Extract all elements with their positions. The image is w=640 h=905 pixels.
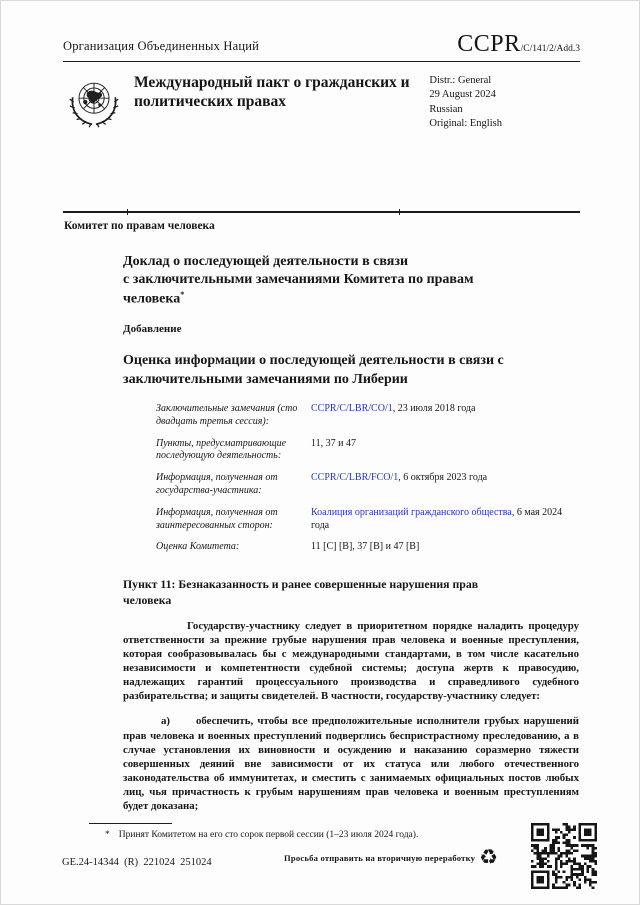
info-row-followup-paragraphs — [156, 438, 579, 464]
qr-code — [531, 823, 597, 889]
info-value-text: 11, 37 и 47 — [311, 437, 356, 449]
info-table — [156, 403, 579, 554]
document-symbol — [457, 31, 580, 58]
title-footnote-marker: * — [180, 289, 185, 299]
footnote-marker: * — [105, 830, 110, 840]
distribution-block — [429, 70, 579, 135]
footnote-area — [89, 823, 549, 840]
assessment-title: Оценка информации о последующей деятельности в связи с заключительными замечаниями по Либерии — [123, 353, 504, 387]
info-value — [311, 541, 573, 554]
info-value — [311, 403, 573, 429]
info-row-committee-evaluation — [156, 541, 579, 554]
un-emblem-icon — [63, 73, 125, 135]
document-header — [63, 31, 580, 62]
addendum-label: Добавление — [123, 323, 182, 336]
footnote-separator — [89, 823, 172, 824]
report-title-text: Доклад о последующей деятельности в связи с заключительными замечаниями Комитета по правам человека — [123, 254, 474, 307]
info-value-text: , 6 мая 2024 года — [311, 506, 563, 531]
item-11-heading: Пункт 11: Безнаказанность и ранее совершенные нарушения прав человека — [123, 577, 479, 607]
paragraph-text: Государству-участнику следует в приоритетном порядке наладить процедуру ответственности за прежние грубые нарушения прав человека и военные преступления, которая сообразовывалась бы с международными стандартами, в том числе касательно независимости и компетентности судебной системы; доступа жертв к правосудию, надлежащих гарантий процессуального производства и справедливого судебного разбирательства; и защиты свидетелей. В частности, государству-участнику следует: — [123, 620, 579, 703]
document-link[interactable]: Коалиция организаций гражданского общества — [311, 506, 512, 518]
document-symbol-main: CCPR — [457, 31, 521, 57]
info-value-text: , 6 октября 2023 года — [398, 472, 488, 484]
covenant-title: Международный пакт о гражданских и политических правах — [134, 74, 410, 111]
info-label: Информация, полученная от государства-участника: — [156, 472, 278, 496]
document-symbol-suffix: /C/141/2/Add.3 — [520, 44, 580, 54]
info-value-text: 11 [C] [B], 37 [B] и 47 [B] — [311, 541, 420, 553]
document-body — [123, 253, 579, 813]
info-label: Пункты, предусматривающие последующую деятельность: — [156, 437, 287, 462]
recommendation-subparagraph-a — [123, 714, 579, 812]
distr-language: Russian — [429, 103, 463, 115]
recycle-text: Просьба отправить на вторичную переработку — [284, 852, 476, 863]
info-label: Оценка Комитета: — [156, 541, 240, 553]
masthead-rule — [63, 211, 580, 213]
info-value — [311, 472, 573, 498]
info-label: Информация, полученная от заинтересованных сторон: — [156, 506, 278, 531]
info-row-stakeholders-info — [156, 507, 579, 533]
info-value-text: , 23 июля 2018 года — [392, 403, 476, 414]
committee-name: Комитет по правам человека — [64, 220, 215, 232]
info-row-concluding-observations — [156, 403, 579, 429]
qr-code-pattern — [531, 823, 597, 889]
distr-date: 29 August 2024 — [429, 89, 496, 101]
paragraph-text: обеспечить, чтобы все предположительные исполнители грубых нарушений прав человека и военных преступлений подверглись беспристрастному преследованию, а в случае установления их виновности и осуждению и наказанию соразмерно тяжести совершенных деяний вне зависимости от их статуса или любого отечественного законодательства об иммунитетах, и сместить с занимаемых официальных постов любых лиц, чья причастность к грубым нарушениям прав человека и военным преступлениям будет доказана; — [123, 715, 579, 812]
info-value — [311, 438, 573, 464]
distr-line: Distr.: General — [429, 75, 492, 86]
recycle-icon: ♻ — [479, 845, 498, 869]
info-row-state-party-reply — [156, 472, 579, 498]
recommendation-paragraph — [123, 619, 579, 703]
masthead — [63, 70, 579, 135]
info-value — [311, 507, 573, 533]
report-title — [123, 253, 523, 309]
document-link[interactable]: CCPR/C/LBR/CO/1 — [311, 403, 393, 414]
distr-original: Original: English — [429, 118, 502, 130]
document-link[interactable]: CCPR/C/LBR/FCO/1 — [311, 472, 399, 484]
info-label: Заключительные замечания (сто двадцать третья сессия): — [156, 403, 298, 427]
footnote-text: Принят Комитетом на его сто сорок первой сессии (1–23 июля 2024 года). — [118, 830, 419, 840]
footnote — [89, 830, 549, 840]
recycle-note — [284, 847, 498, 868]
paragraph-marker: а) — [161, 715, 170, 728]
ge-number: GE.24-14344 (R) 221024 251024 — [62, 857, 212, 868]
un-org-name: Организация Объединенных Наций — [63, 39, 260, 53]
